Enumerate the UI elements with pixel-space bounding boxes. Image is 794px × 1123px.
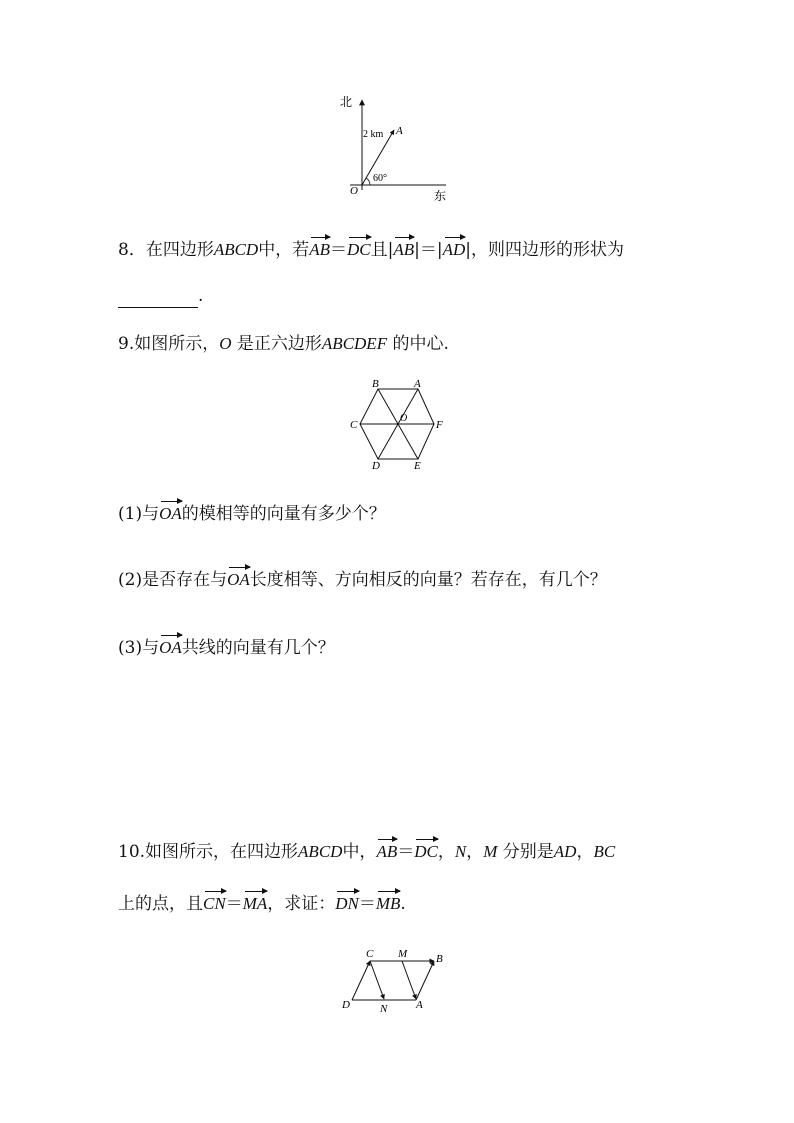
question-9-part-2	[118, 566, 607, 592]
question-number: 8．	[118, 240, 146, 260]
vector-dc: DC	[414, 838, 438, 864]
label-c: C	[366, 948, 374, 960]
label-o: O	[400, 413, 408, 424]
answer-blank[interactable]	[118, 289, 198, 308]
question-9-part-3	[118, 634, 335, 660]
text: 如图所示，在四边形	[145, 842, 299, 862]
vector-cn: CN	[203, 890, 226, 916]
text: |，则四边形的形状为	[465, 240, 625, 260]
quad-name: ABCD	[298, 842, 343, 861]
vector-ma-seg	[402, 961, 416, 999]
label-b: B	[372, 378, 379, 390]
point-n: N	[454, 842, 467, 861]
segment-bc: BC	[593, 842, 616, 861]
vector-dc: DC	[347, 236, 371, 262]
period: .	[198, 286, 204, 306]
question-number: 9.	[118, 334, 135, 354]
text: 在四边形	[145, 240, 214, 260]
vector-oa: OA	[159, 634, 182, 660]
period: .	[400, 894, 406, 914]
text: 中，	[342, 842, 377, 862]
angle-arc	[366, 178, 370, 185]
angle-label: 60°	[373, 173, 387, 184]
compass-figure	[336, 94, 466, 206]
text: 中，若	[258, 240, 310, 260]
text: (2)是否存在与	[118, 570, 228, 590]
distance-label: 2 km	[363, 129, 384, 140]
label-a: A	[414, 378, 421, 390]
label-m: M	[398, 948, 408, 960]
vector-dn: DN	[335, 890, 359, 916]
center-name: O	[219, 334, 232, 353]
label-a: A	[416, 999, 423, 1011]
vector-mb: MB	[376, 890, 401, 916]
vector-ab: AB	[309, 236, 330, 262]
point-a-label: A	[396, 125, 403, 137]
text: (1)与	[118, 504, 160, 524]
vector-ad: AD	[443, 236, 466, 262]
answer-blank-line	[118, 284, 203, 308]
label-d: D	[342, 999, 350, 1011]
label-n: N	[380, 1003, 388, 1015]
question-10	[118, 838, 615, 864]
vector-oa: OA	[159, 500, 182, 526]
parallelogram-figure	[338, 944, 450, 1016]
text: 长度相等、方向相反的向量？若存在，有几个？	[249, 570, 607, 590]
vector-ab: AB	[376, 838, 397, 864]
question-number: 10.	[118, 842, 146, 862]
label-b: B	[436, 953, 443, 965]
comma: ，	[466, 842, 484, 862]
comma: ，	[576, 842, 594, 862]
hexagon-figure	[346, 378, 446, 472]
text: 上的点，且	[118, 894, 203, 914]
hexagon-name: ABCDEF	[321, 334, 388, 353]
vector-cn-seg	[370, 961, 384, 999]
equals-sign: ＝	[330, 240, 347, 260]
text: 且|	[370, 240, 394, 260]
equals-sign: ＝	[225, 894, 243, 914]
question-8	[118, 236, 624, 262]
label-e: E	[414, 460, 421, 472]
equals-sign: ＝	[397, 842, 415, 862]
vector-oa: OA	[227, 566, 250, 592]
text: 分别是	[502, 842, 554, 862]
text: ，	[437, 842, 455, 862]
point-m: M	[483, 842, 498, 861]
question-10-line-2	[118, 890, 406, 916]
label-d: D	[372, 460, 380, 472]
text: 的中心.	[392, 334, 449, 354]
text: ，求证：	[267, 894, 336, 914]
label-c: C	[350, 419, 358, 431]
text: (3)与	[118, 638, 160, 658]
vector-ma: MA	[243, 890, 268, 916]
equals-sign: ＝	[358, 894, 376, 914]
text: 是正六边形	[236, 334, 322, 354]
side-ab	[416, 961, 434, 1000]
side-dc	[352, 961, 370, 1000]
text: 的模相等的向量有多少个？	[181, 504, 386, 524]
quad-name: ABCD	[213, 240, 259, 259]
vector-ab: AB	[393, 236, 414, 262]
text: 共线的向量有几个？	[181, 638, 335, 658]
text: |＝|	[414, 240, 443, 260]
question-9	[118, 332, 449, 356]
label-f: F	[436, 419, 443, 431]
origin-label: O	[350, 185, 358, 197]
north-label: 北	[340, 95, 353, 109]
question-9-part-1	[118, 500, 386, 526]
east-label: 东	[434, 189, 447, 203]
segment-ad: AD	[553, 842, 577, 861]
text: 如图所示，	[134, 334, 220, 354]
